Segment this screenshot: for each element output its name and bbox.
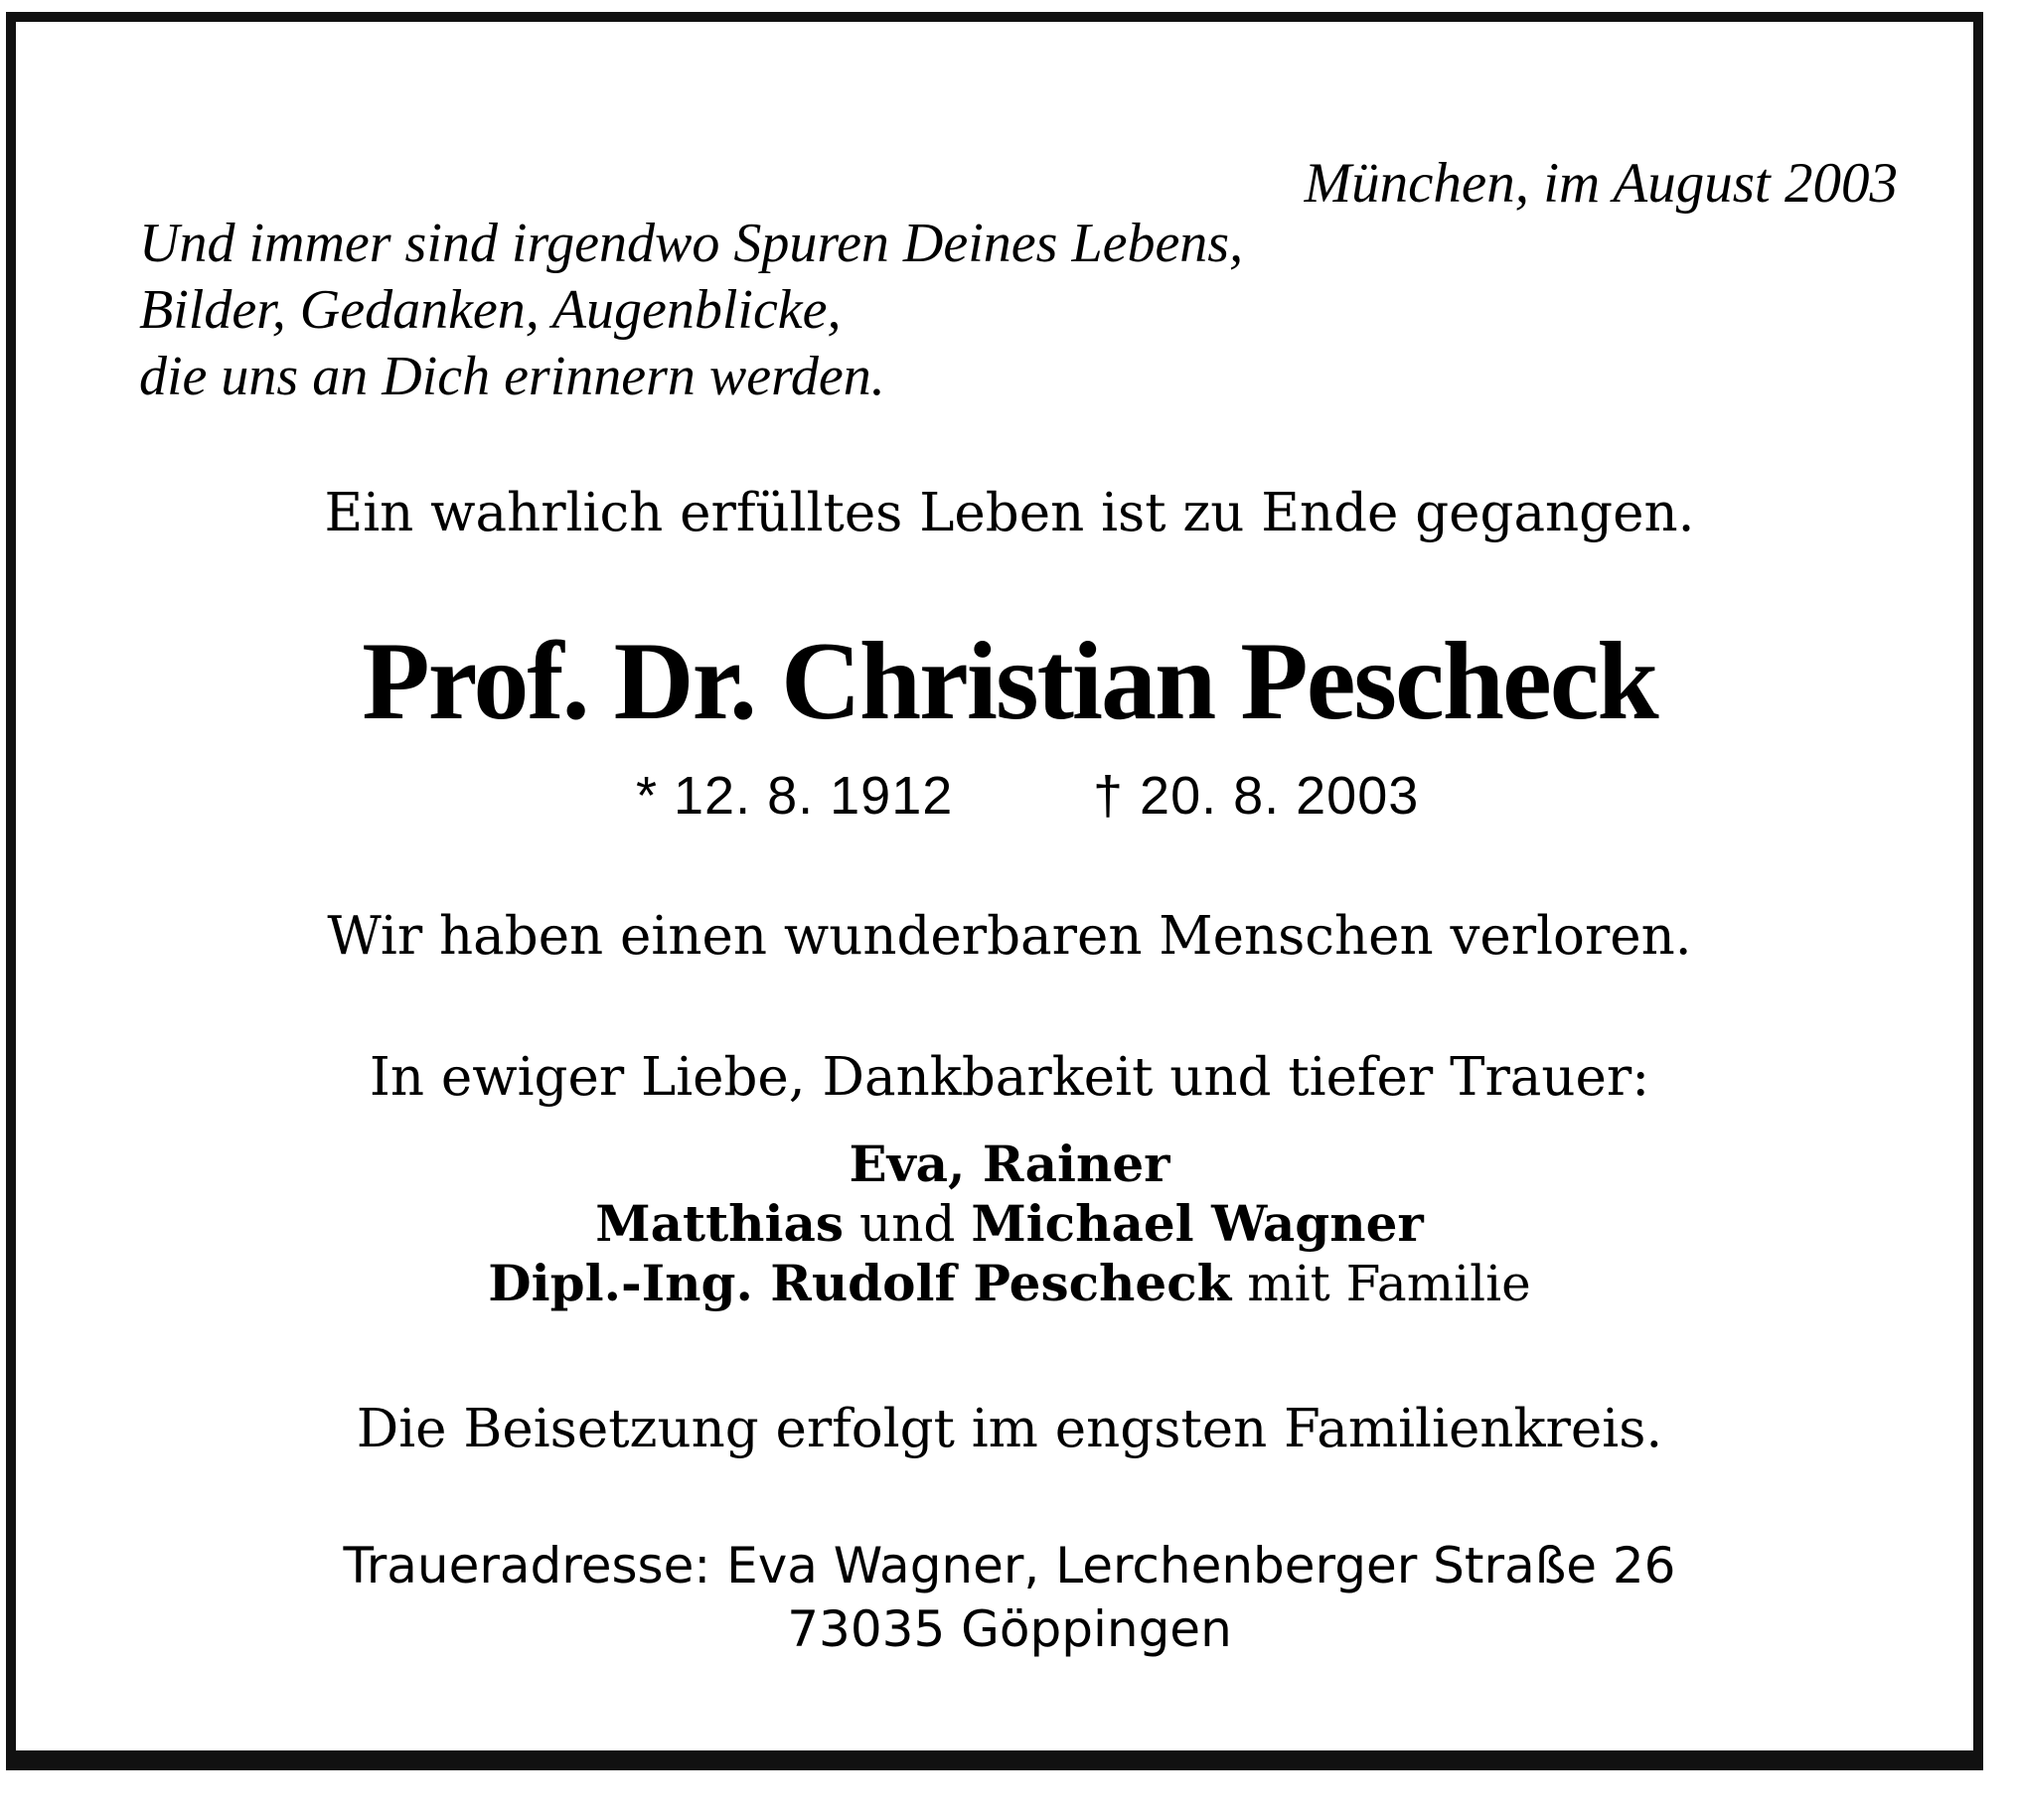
poem-line-2: Bilder, Gedanken, Augenblicke, <box>139 279 842 341</box>
mourning-address <box>0 1534 2019 1661</box>
poem-line-3: die uns an Dich erinnern werden. <box>139 346 885 407</box>
place-and-date: München, im August 2003 <box>1304 152 1898 215</box>
mourning-sentence: In ewiger Liebe, Dankbarkeit und tiefer Trauer: <box>369 1047 1650 1108</box>
poem <box>139 211 1243 410</box>
address-line-1: Traueradresse: Eva Wagner, Lerchenberger Straße 26 <box>343 1537 1676 1594</box>
address-line-2: 73035 Göppingen <box>787 1600 1232 1658</box>
mourners-line-2: Matthias und Michael Wagner <box>595 1194 1424 1253</box>
poem-line-1: Und immer sind irgendwo Spuren Deines Lebens, <box>139 213 1244 274</box>
burial-note: Die Beisetzung erfolgt im engsten Familienkreis. <box>356 1399 1663 1459</box>
mourners-line-1: Eva, Rainer <box>849 1135 1170 1193</box>
mourners-line-3: Dipl.-Ing. Rudolf Pescheck mit Familie <box>488 1254 1531 1312</box>
death-date: † 20. 8. 2003 <box>1093 766 1420 826</box>
birth-date: * 12. 8. 1912 <box>636 766 954 826</box>
mourners-list <box>0 1135 2019 1313</box>
deceased-name: Prof. Dr. Christian Pescheck <box>362 620 1657 743</box>
loss-sentence: Wir haben einen wunderbaren Menschen verloren. <box>327 906 1692 967</box>
intro-sentence: Ein wahrlich erfülltes Leben ist zu Ende gegangen. <box>324 483 1695 543</box>
